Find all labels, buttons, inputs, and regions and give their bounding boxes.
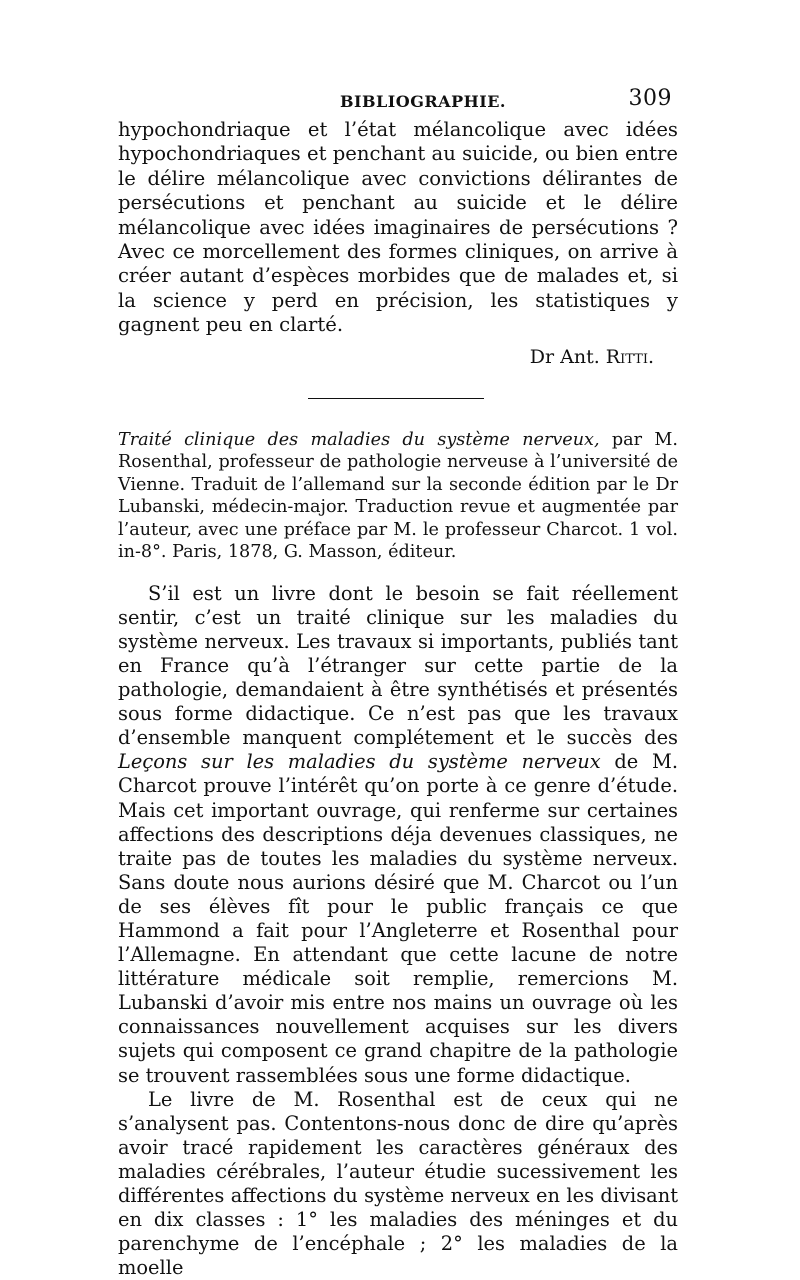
- review-paragraph-1: [118, 582, 678, 1088]
- review-paragraph-1-part-a: S’il est un livre dont le besoin se fait réellement sentir, c’est un traité clinique sur les maladies du système nerveux. Les travaux si importants, publiés tant en France qu’à l’étranger sur cette partie de la pathologie, demandaient à être synthétisés et présentés sous forme didactique. Ce n’est pas que les travaux d’ensemble manquent complétement et le succès des: [118, 581, 678, 750]
- previous-review-closing-text: hypochondriaque et l’état mélancolique avec idées hypochondriaques et penchant au suicide, ou bien entre le délire mélancolique avec convictions délirantes de persécutions et penchant au suicide et le délire mélancolique avec idées imaginaires de persécutions ? Avec ce morcellement des formes cliniques, on arrive à créer autant d’espèces morbides que de malades et, si la science y perd en précision, les statistiques y gagnent peu en clarté.: [118, 118, 678, 337]
- signature-name: Ritti.: [605, 345, 654, 368]
- signature-prefix: Dr Ant.: [529, 345, 600, 368]
- section-divider-rule: [308, 398, 484, 399]
- review-paragraph-1-part-b: de M. Charcot prouve l’intérêt qu’on porte à ce genre d’étude. Mais cet important ouvrage, qui renferme sur certaines affections des descriptions déja devenues classiques, ne traite pas de toutes les maladies du système nerveux. Sans doute nous aurions désiré que M. Charcot ou l’un de ses élèves fît pour le public français ce que Hammond a fait pour l’Angleterre et Rosenthal pour l’Allemagne. En attendant que cette lacune de notre littérature médicale soit remplie, remercions M. Lubanski d’avoir mis entre nos mains un ouvrage où les connaissances nouvellement acquises sur les divers sujets qui composent ce grand chapitre de la pathologie se trouvent rassemblées sous une forme didactique.: [118, 750, 678, 1087]
- book-reference: [118, 429, 678, 564]
- book-details: par M. Rosenthal, professeur de pathologie nerveuse à l’université de Vienne. Traduit de l’allemand sur la seconde édition par le Dr Lubanski, médecin-major. Traduction revue et augmentée par l’auteur, avec une préface par M. le professeur Charcot. 1 vol. in-8°. Paris, 1878, G. Masson, éditeur.: [118, 429, 678, 563]
- running-head-title: BIBLIOGRAPHIE.: [340, 92, 506, 111]
- page-number: 309: [628, 86, 672, 111]
- book-title: Traité clinique des maladies du système nerveux,: [118, 429, 600, 450]
- running-head: [118, 86, 678, 118]
- cited-work-title: Leçons sur les maladies du système nerveux: [118, 750, 601, 774]
- review-signature: [118, 346, 678, 368]
- document-page: [118, 86, 678, 1280]
- review-paragraph-2: Le livre de M. Rosenthal est de ceux qui ne s’analysent pas. Contentons-nous donc de dire qu’après avoir tracé rapidement les caractères généraux des maladies cérébrales, l’auteur étudie sucessivement les différentes affections du système nerveux en les divisant en dix classes : 1° les maladies des méninges et du parenchyme de l’encéphale ; 2° les maladies de la moelle: [118, 1087, 678, 1280]
